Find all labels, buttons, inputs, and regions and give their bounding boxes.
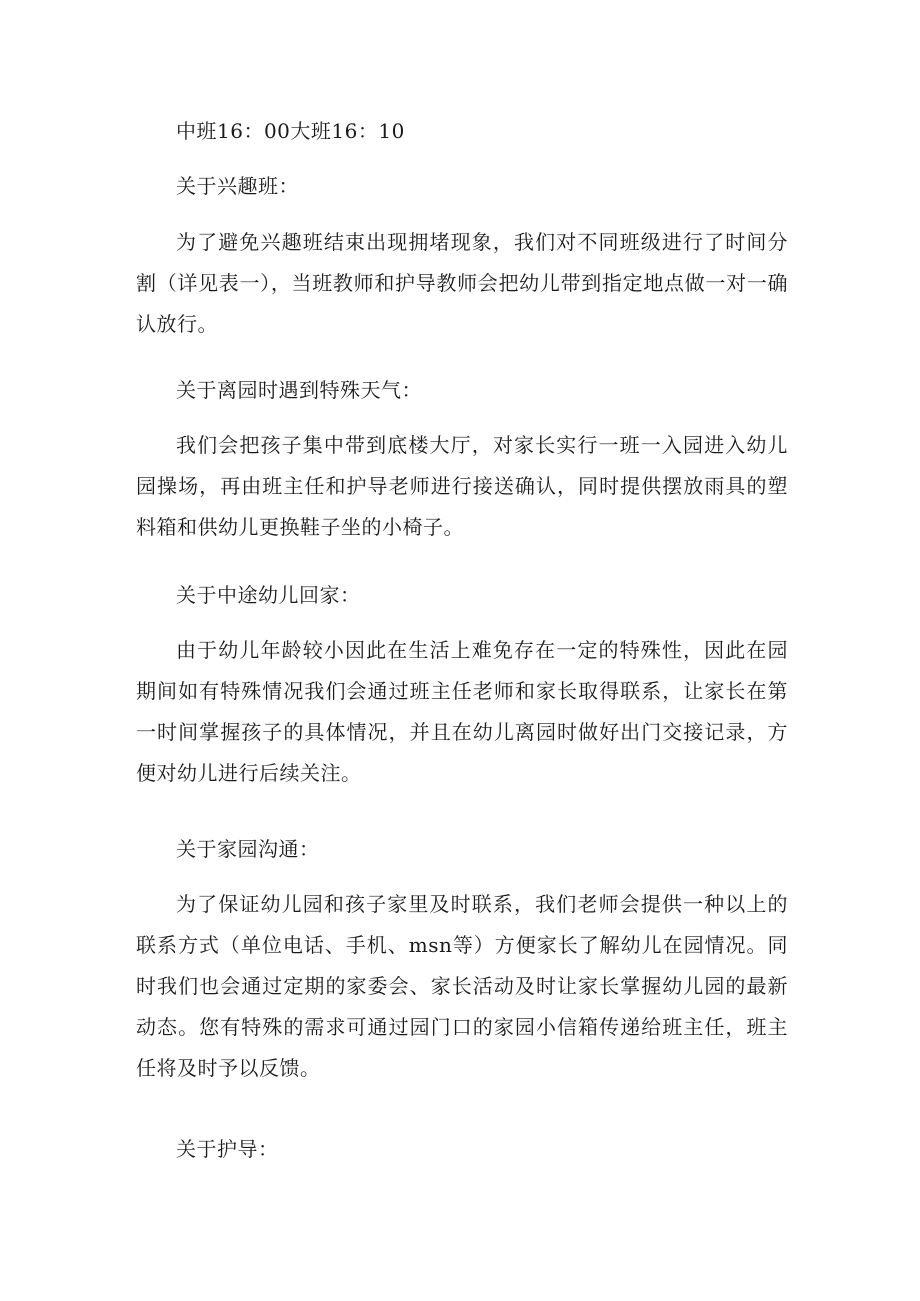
section-heading-home-communication: 关于家园沟通： bbox=[176, 837, 320, 861]
section-body-midway-home: 由于幼儿年龄较小因此在生活上难免存在一定的特殊性，因此在园期间如有特殊情况我们会通过班主任老师和家长取得联系，让家长在第一时间掌握孩子的具体情况，并且在幼儿离园时做好出门交接记录，方便对幼儿进行后续关注。 bbox=[136, 638, 788, 785]
schedule-line: 中班16：00大班16：10 bbox=[176, 119, 405, 143]
section-heading-special-weather: 关于离园时遇到特殊天气： bbox=[176, 378, 422, 402]
section-body-special-weather: 我们会把孩子集中带到底楼大厅，对家长实行一班一入园进入幼儿园操场，再由班主任和护导老师进行接送确认，同时提供摆放雨具的塑料箱和供幼儿更换鞋子坐的小椅子。 bbox=[136, 433, 788, 539]
section-heading-guidance: 关于护导： bbox=[176, 1137, 279, 1161]
section-body-home-communication: 为了保证幼儿园和孩子家里及时联系，我们老师会提供一种以上的联系方式（单位电话、手机、msn等）方便家长了解幼儿在园情况。同时我们也会通过定期的家委会、家长活动及时让家长掌握幼儿园的最新动态。您有特殊的需求可通过园门口的家园小信箱传递给班主任，班主任将及时予以反馈。 bbox=[136, 892, 788, 1080]
section-heading-midway-home: 关于中途幼儿回家： bbox=[176, 583, 361, 607]
section-body-interest-class: 为了避免兴趣班结束出现拥堵现象，我们对不同班级进行了时间分割（详见表一），当班教师和护导教师会把幼儿带到指定地点做一对一确认放行。 bbox=[136, 230, 788, 336]
section-heading-interest-class: 关于兴趣班： bbox=[176, 174, 299, 198]
